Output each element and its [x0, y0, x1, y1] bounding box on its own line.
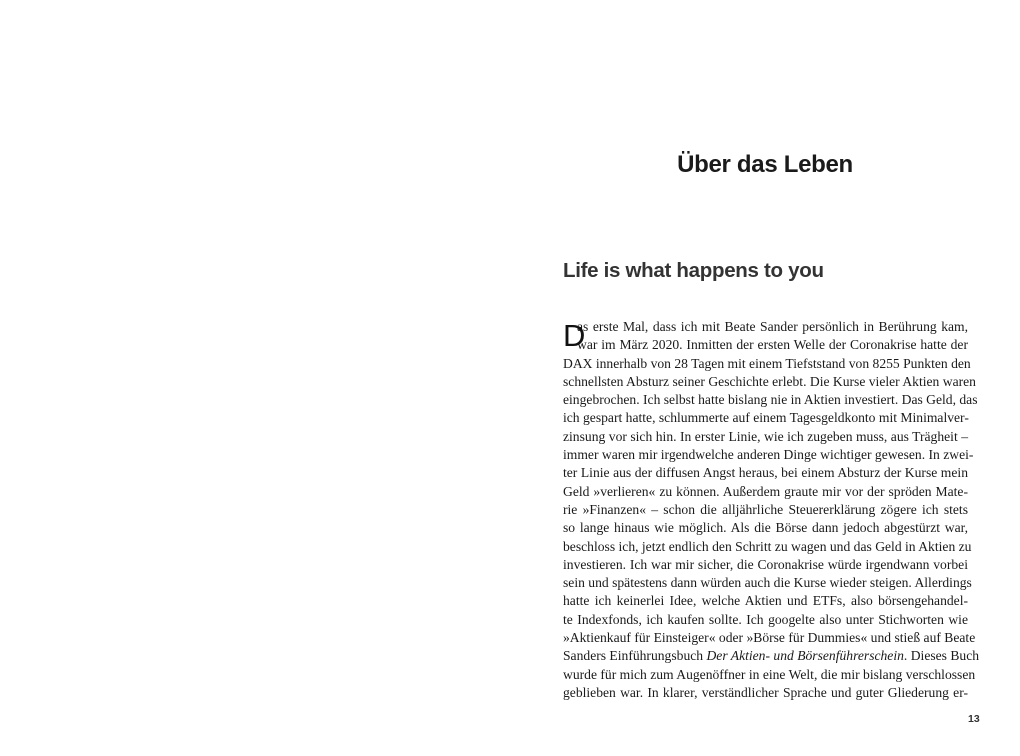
text-line: ter Linie aus der diffusen Angst heraus, bei einem Absturz der Kurse mein	[563, 465, 968, 481]
text-line: immer waren mir irgendwelche anderen Dinge wichtiger gewesen. In zwei-	[563, 447, 974, 463]
drop-cap: D	[563, 318, 586, 353]
chapter-title: Über das Leben	[677, 151, 853, 178]
text-line: sein und spätestens dann würden auch die Kurse wieder steigen. Allerdings	[563, 575, 972, 591]
text-line: wurde für mich zum Augenöffner in eine Welt, die mir bislang verschlossen	[563, 666, 976, 682]
text-line-segment: . Dieses Buch	[903, 648, 980, 664]
text-line: as erste Mal, dass ich mit Beate Sander persönlich in Berührung kam,	[577, 319, 968, 334]
page-number: 13	[968, 713, 980, 725]
book-title: Der Aktien- und Börsenführerschein	[706, 648, 904, 664]
text-line: war im März 2020. Inmitten der ersten Welle der Coronakrise hatte der	[577, 337, 968, 353]
text-line: hatte ich keinerlei Idee, welche Aktien und ETFs, also börsengehandel-	[563, 593, 968, 609]
text-line-book-title	[563, 647, 980, 665]
text-line: ich gespart hatte, schlummerte auf einem Tagesgeldkonto mit Minimalver-	[563, 410, 969, 426]
text-line: beschloss ich, jetzt endlich den Schritt zu wagen und das Geld in Aktien zu	[563, 538, 972, 554]
text-line: »Aktienkauf für Einsteiger« oder »Börse für Dummies« und stieß auf Beate	[563, 630, 976, 646]
text-line: geblieben war. In klarer, verständlicher Sprache und guter Gliederung er-	[563, 684, 968, 700]
text-line: investieren. Ich war mir sicher, die Coronakrise würde irgendwann vorbei	[563, 556, 968, 572]
text-line: rie »Finanzen« – schon die alljährliche Steuererklärung zögere ich stets	[563, 501, 968, 517]
section-heading: Life is what happens to you	[563, 259, 824, 282]
text-line: zinsung vor sich hin. In erster Linie, wie ich zugeben muss, aus Trägheit –	[563, 428, 968, 444]
text-line: DAX innerhalb von 28 Tagen mit einem Tiefststand von 8255 Punkten den	[563, 355, 971, 371]
text-line: so lange hinaus wie möglich. Als die Börse dann jedoch abgestürzt war,	[563, 520, 968, 536]
text-line-segment: Sanders Einführungsbuch	[563, 648, 707, 664]
body-text	[563, 318, 980, 702]
text-line: schnellsten Absturz seiner Geschichte erlebt. Die Kurse vieler Aktien waren	[563, 373, 976, 389]
text-line: eingebrochen. Ich selbst hatte bislang nie in Aktien investiert. Das Geld, das	[563, 392, 978, 408]
text-line: te Indexfonds, ich kaufen sollte. Ich googelte also unter Stichworten wie	[563, 611, 968, 627]
text-line: Geld »verlieren« zu können. Außerdem graute mir vor der spröden Mate-	[563, 483, 968, 499]
